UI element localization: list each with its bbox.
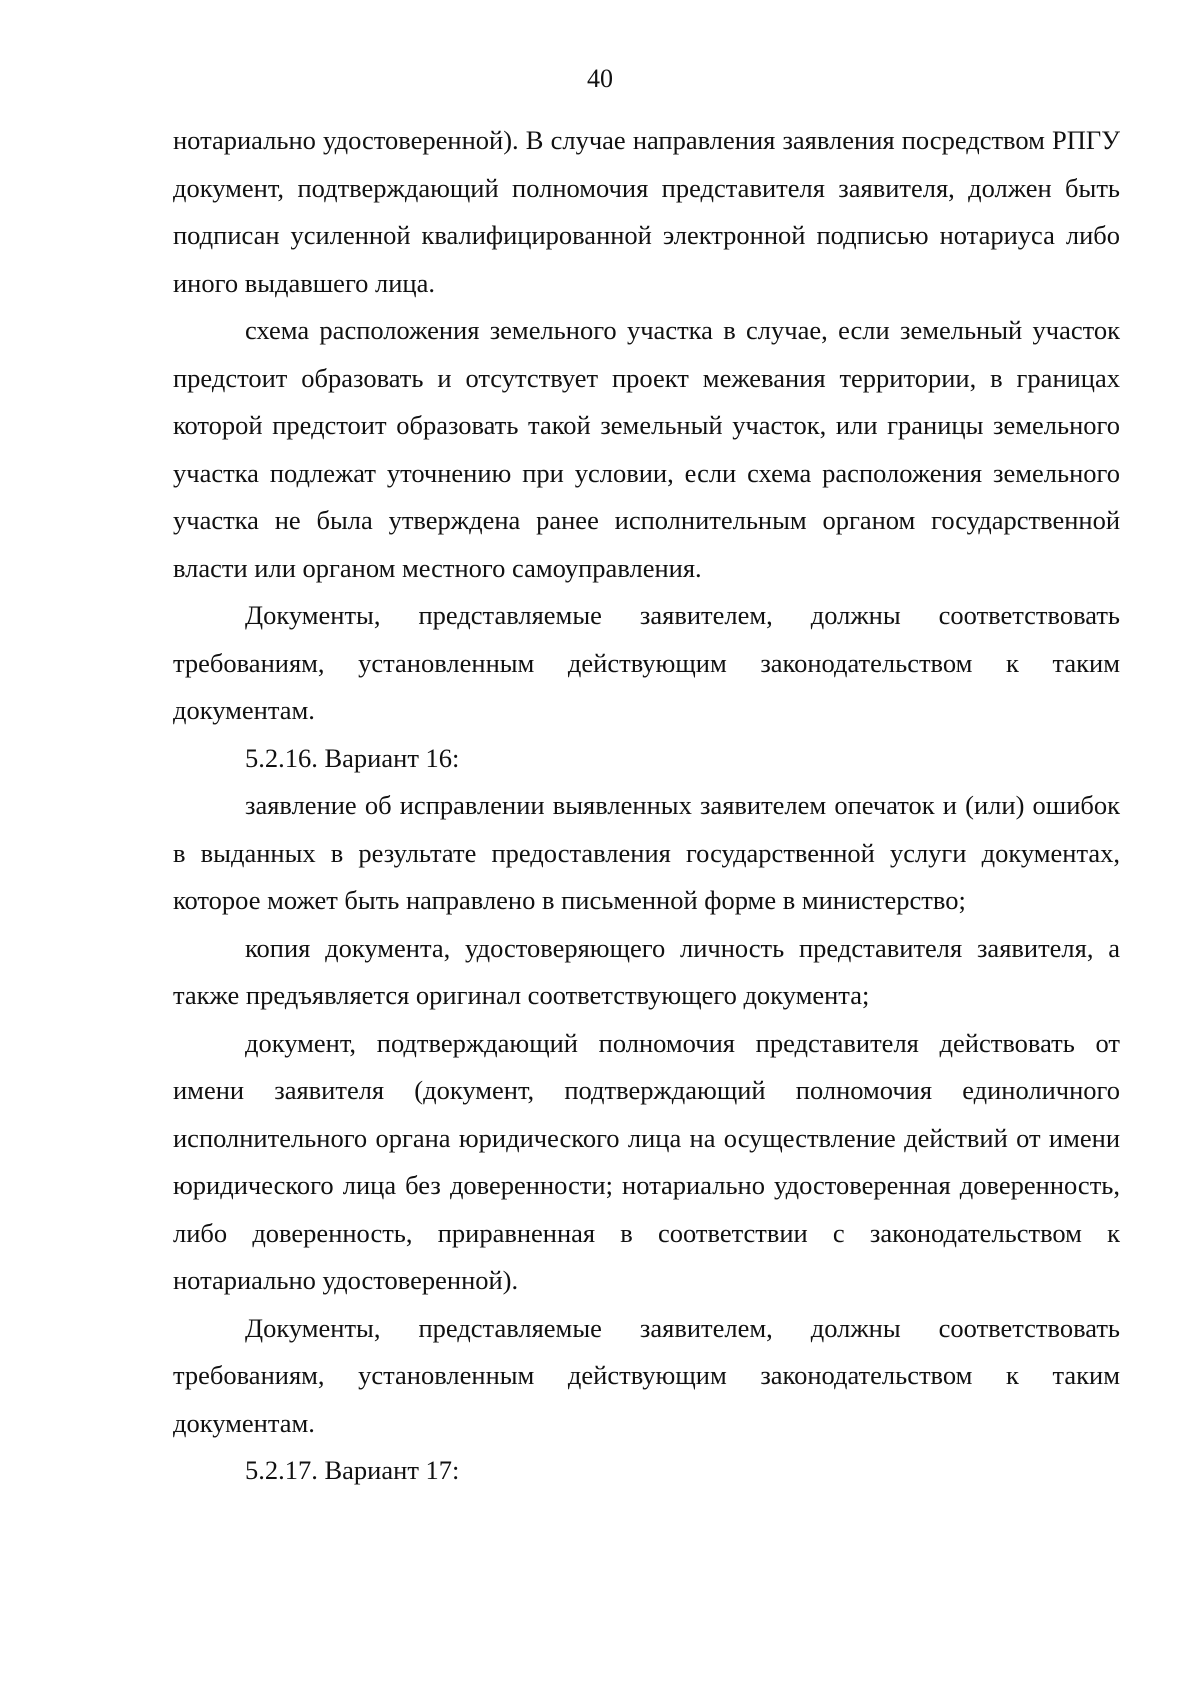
paragraph-identity-document-copy: копия документа, удостоверяющего личность представителя заявителя, а также предъявляется оригинал соответствующего документа; [173,932,1120,1010]
page-number: 40 [587,64,613,93]
document-body [173,117,1120,1495]
paragraph-documents-requirements-2: Документы, представляемые заявителем, должны соответствовать требованиям, установленным действующим законодательством к таким документам. [173,1312,1120,1438]
paragraph-representative-authority: документ, подтверждающий полномочия представителя действовать от имени заявителя (документ, подтверждающий полномочия единоличного исполнительного органа юридического лица на осуществление действий от имени юридического лица без доверенности; нотариально удостоверенная доверенность, либо доверенность, приравненная в соответствии с законодательством к нотариально удостоверенной). [173,1027,1120,1295]
section-heading-variant-16: 5.2.16. Вариант 16: [245,742,460,773]
paragraph-notary-signature: нотариально удостоверенной). В случае направления заявления посредством РПГУ документ, подтверждающий полномочия представителя заявителя, должен быть подписан усиленной квалифицированной электронной подписью нотариуса либо иного выдавшего лица. [173,125,1120,298]
paragraph-correction-application: заявление об исправлении выявленных заявителем опечаток и (или) ошибок в выданных в результате предоставления государственной услуги документах, которое может быть направлено в письменной форме в министерство; [173,790,1120,915]
paragraph-documents-requirements: Документы, представляемые заявителем, должны соответствовать требованиям, установленным действующим законодательством к таким документам. [173,600,1120,725]
section-heading-variant-17: 5.2.17. Вариант 17: [245,1455,460,1485]
paragraph-land-plot-scheme: схема расположения земельного участка в случае, если земельный участок предстоит образовать и отсутствует проект межевания территории, в границах которой предстоит образовать такой земельный участок, или границы земельного участка подлежат уточнению при условии, если схема расположения земельного участка не была утверждена ранее исполнительным органом государственной власти или органом местного самоуправления. [173,315,1120,583]
